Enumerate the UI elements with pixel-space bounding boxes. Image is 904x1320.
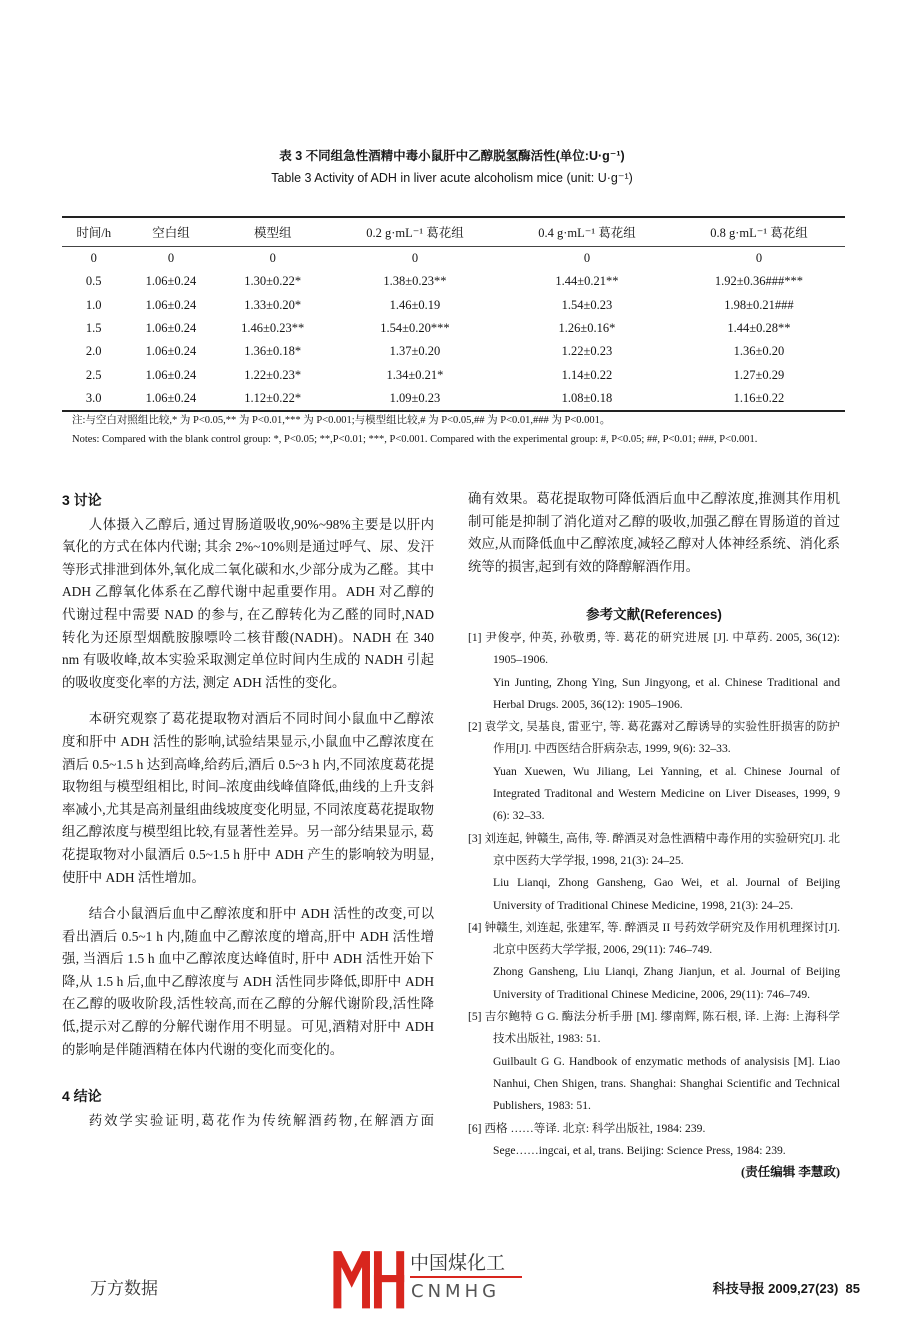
value-cell: 1.06±0.24 [145, 344, 197, 359]
watermark-text-zh: 中国煤化工 [410, 1252, 506, 1274]
value-cell: 1.92±0.36###*** [714, 274, 804, 289]
table-row [62, 363, 845, 386]
value-cell: 1.44±0.28** [727, 321, 791, 336]
reference-list [468, 627, 840, 1162]
value-cell: 1.22±0.23* [244, 367, 302, 382]
value-cell: 1.98±0.21### [724, 297, 794, 312]
time-cell: 2.0 [85, 344, 102, 359]
table-caption-en: Table 3 Activity of ADH in liver acute alcoholism mice (unit: U·g⁻¹) [271, 171, 633, 185]
table-row [62, 340, 845, 363]
watermark-text-en: CNMHG [411, 1281, 501, 1302]
reference-item: [1] 尹俊亭, 仲英, 孙敬勇, 等. 葛花的研究进展 [J]. 中草药. 2005, 36(12): 1905–1906. [468, 630, 840, 667]
value-cell: 1.09±0.23 [329, 387, 501, 411]
column-header: 模型组 [216, 217, 329, 247]
table-note-en: Notes: Compared with the blank control group: *, P<0.05; **,P<0.01; ***, P<0.001. Compared with the experimental group: #, P<0.05; ##, P<0.01; ###, P<0.001. [72, 434, 758, 445]
right-column [468, 488, 840, 1182]
value-cell: 1.08±0.18 [501, 387, 673, 411]
adh-activity-table [62, 216, 845, 412]
column-header: 0.2 g·mL⁻¹ 葛花组 [329, 217, 501, 247]
value-cell: 1.36±0.18* [244, 344, 302, 359]
value-cell: 1.38±0.23** [383, 274, 447, 289]
table-row [62, 294, 845, 317]
reference-item-en: Liu Lianqi, Zhong Gansheng, Gao Wei, et al. Journal of Beijing University of Traditional Chinese Medicine, 1998, 21(3): 24–25. [493, 876, 840, 912]
table-row [62, 270, 845, 293]
value-cell: 0 [755, 251, 763, 266]
time-cell: 3.0 [62, 387, 125, 411]
page-number: 85 [845, 1281, 860, 1296]
left-column [62, 489, 434, 1132]
value-cell: 1.06±0.24 [125, 387, 216, 411]
time-cell: 1.5 [85, 321, 102, 336]
paragraph: 结合小鼠酒后血中乙醇浓度和肝中 ADH 活性的改变,可以看出酒后 0.5~1 h 内,随血中乙醇浓度的增高,肝中 ADH 活性增强, 当酒后 1.5 h 血中乙醇浓度达峰值时, 肝中 ADH 活性开始下降,从 1.5 h 后,血中乙醇浓度与 ADH 活性同步降低,即肝中 ADH 在乙醇的吸收阶段,活性较高,而在乙醇的分解代谢阶段,活性降低,提示对乙醇的分解代谢作用不明显。可见,酒精对肝中 ADH 的影响是伴随酒精在体内代谢的变化而变化的。 [62, 906, 434, 1057]
section-4-heading: 4 结论 [62, 1088, 102, 1105]
table-row [62, 247, 845, 271]
value-cell: 1.14±0.22 [561, 367, 613, 382]
reference-item: [6] 西格 ……等译. 北京: 科学出版社, 1984: 239. [468, 1121, 706, 1135]
reference-item: [5] 吉尔鲍特 G G. 酶法分析手册 [M]. 缪南辉, 陈石根, 译. 上海: 上海科学技术出版社, 1983: 51. [468, 1010, 840, 1046]
table-note-zh: 注:与空白对照组比较,* 为 P<0.05,** 为 P<0.01,*** 为 P<0.001;与模型组比较,# 为 P<0.05,## 为 P<0.01,### 为 P<0.001。 [72, 415, 611, 426]
value-cell: 1.06±0.24 [145, 274, 197, 289]
section-4 [62, 1085, 434, 1132]
value-cell: 1.06±0.24 [145, 367, 197, 382]
footer-journal [713, 1278, 860, 1297]
table-row [62, 317, 845, 340]
column-header: 0.8 g·mL⁻¹ 葛花组 [673, 217, 845, 247]
value-cell: 1.06±0.24 [145, 297, 197, 312]
table-row [62, 387, 845, 411]
footer-source: 万方数据 [90, 1279, 158, 1299]
reference-item-en: Zhong Gansheng, Liu Lianqi, Zhang Jianjun, et al. Journal of Beijing University of Traditional Chinese Medicine, 2006, 29(11): 746–749. [493, 965, 840, 1001]
section-3-heading: 3 讨论 [62, 492, 102, 508]
reference-item-en: Yin Junting, Zhong Ying, Sun Jingyong, et al. Chinese Traditional and Herbal Drugs. 2005, 36(12): 1905–1906. [493, 675, 840, 711]
watermark-logo [330, 1248, 530, 1310]
paragraph-continued: 确有效果。葛花提取物可降低酒后血中乙醇浓度,推测其作用机制可能是抑制了消化道对乙醇的吸收,加强乙醇在胃肠道的首过效应,从而降低血中乙醇浓度,减轻乙醇对人体神经系统、消化系统等的损害,起到有效的降醇解酒作用。 [468, 491, 840, 574]
value-cell: 1.06±0.24 [145, 321, 197, 336]
column-header: 空白组 [125, 217, 216, 247]
table-header-row [62, 217, 845, 247]
table-caption-zh: 表 3 不同组急性酒精中毒小鼠肝中乙醇脱氢酶活性(单位:U·g⁻¹) [279, 149, 625, 163]
value-cell: 1.33±0.20* [244, 297, 302, 312]
value-cell: 0 [583, 251, 591, 266]
value-cell: 1.16±0.22 [673, 387, 845, 411]
reference-item: [3] 刘连起, 钟赣生, 高伟, 等. 醉酒灵对急性酒精中毒作用的实验研究[J]. 北京中医药大学学报, 1998, 21(3): 24–25. [468, 831, 840, 867]
column-header: 时间/h [62, 217, 125, 247]
editor-credit: (责任编辑 李慧政) [741, 1165, 840, 1180]
value-cell: 1.27±0.29 [733, 367, 785, 382]
value-cell: 1.54±0.23 [561, 297, 613, 312]
time-cell: 1.0 [85, 297, 102, 312]
table-body [62, 247, 845, 412]
value-cell: 0 [411, 251, 419, 266]
time-cell: 0.5 [85, 274, 102, 289]
journal-issue: 科技导报 2009,27(23) [712, 1281, 839, 1296]
value-cell: 1.34±0.21* [386, 367, 444, 382]
reference-item-en: Guilbault G G. Handbook of enzymatic methods of analysisis [M]. Liao Nanhui, Chen Shigen, trans. Shanghai: Shanghai Scientific and Technical Publishers, 1983: 51. [493, 1054, 840, 1113]
value-cell: 0 [269, 251, 276, 266]
value-cell: 1.44±0.21** [555, 274, 619, 289]
value-cell: 1.37±0.20 [389, 344, 441, 359]
time-cell: 0 [90, 251, 97, 266]
value-cell: 1.22±0.23 [561, 344, 613, 359]
paragraph: 人体摄入乙醇后, 通过胃肠道吸收,90%~98%主要是以肝内氧化的方式在体内代谢; 其余 2%~10%则是通过呼气、尿、发汗等形式排泄到体外,氧化成二氧化碳和水,少部分成为乙醛。其中 ADH 乙醇氧化体系在乙醇代谢中起重要作用。ADH 对乙醇的代谢过程中需要 NAD 的参与, 在乙醇转化为乙醛的同时,NAD 转化为还原型烟酰胺腺嘌呤二核苷酸(NADH)。NADH 在 340 nm 有吸收峰,故本实验采取测定单位时间内生成的 NADH 引起的吸收度变化率的方法, 测定 ADH 活性的变化。 [62, 516, 434, 690]
column-header: 0.4 g·mL⁻¹ 葛花组 [501, 217, 673, 247]
value-cell: 1.30±0.22* [244, 274, 302, 289]
paragraph: 本研究观察了葛花提取物对酒后不同时间小鼠血中乙醇浓度和肝中 ADH 活性的影响,试验结果显示,小鼠血中乙醇浓度在酒后 0.5~1.5 h 达到高峰,给药后,酒后 0.5~3 h 内,不同浓度葛花提取物组与模型组相比, 时间–浓度曲线峰值降低,曲线的上升支斜率减小,尤其是高剂量组曲线坡度变化明显, 不同浓度葛花提取物组乙醇浓度与模型组比较,有显著性差异。另一部分结果显示, 葛花提取物对小鼠酒后 0.5~1.5 h 肝中 ADH 产生的影响较为明显,使肝中 ADH 活性增加。 [62, 711, 434, 885]
value-cell: 1.54±0.20*** [380, 321, 450, 336]
value-cell: 1.46±0.23** [241, 321, 305, 336]
value-cell: 0 [167, 251, 175, 266]
value-cell: 1.12±0.22* [216, 387, 329, 411]
mh-logo-icon [330, 1248, 406, 1310]
references-heading: 参考文献(References) [586, 607, 722, 623]
reference-item-en: Sege……ingcai, et al, trans. Beijing: Science Press, 1984: 239. [493, 1143, 786, 1157]
value-cell: 1.36±0.20 [733, 344, 785, 359]
reference-item: [4] 钟赣生, 刘连起, 张建军, 等. 醉酒灵 II 号药效学研究及作用机理探讨[J]. 北京中医药大学学报, 2006, 29(11): 746–749. [468, 920, 840, 957]
reference-item: [2] 袁学文, 吴基良, 雷亚宁, 等. 葛花露对乙醇诱导的实验性肝损害的防护作用[J]. 中西医结合肝病杂志, 1999, 9(6): 32–33. [468, 720, 840, 756]
time-cell: 2.5 [85, 367, 102, 382]
value-cell: 1.26±0.16* [558, 321, 616, 336]
value-cell: 1.46±0.19 [389, 297, 441, 312]
reference-item-en: Yuan Xuewen, Wu Jiliang, Lei Yanning, et al. Chinese Journal of Integrated Traditonal and Western Medicine on Liver Diseases, 1999, 9 (6): 32–33. [493, 764, 840, 823]
paragraph: 药效学实验证明,葛花作为传统解酒药物,在解酒方面 [88, 1112, 434, 1128]
